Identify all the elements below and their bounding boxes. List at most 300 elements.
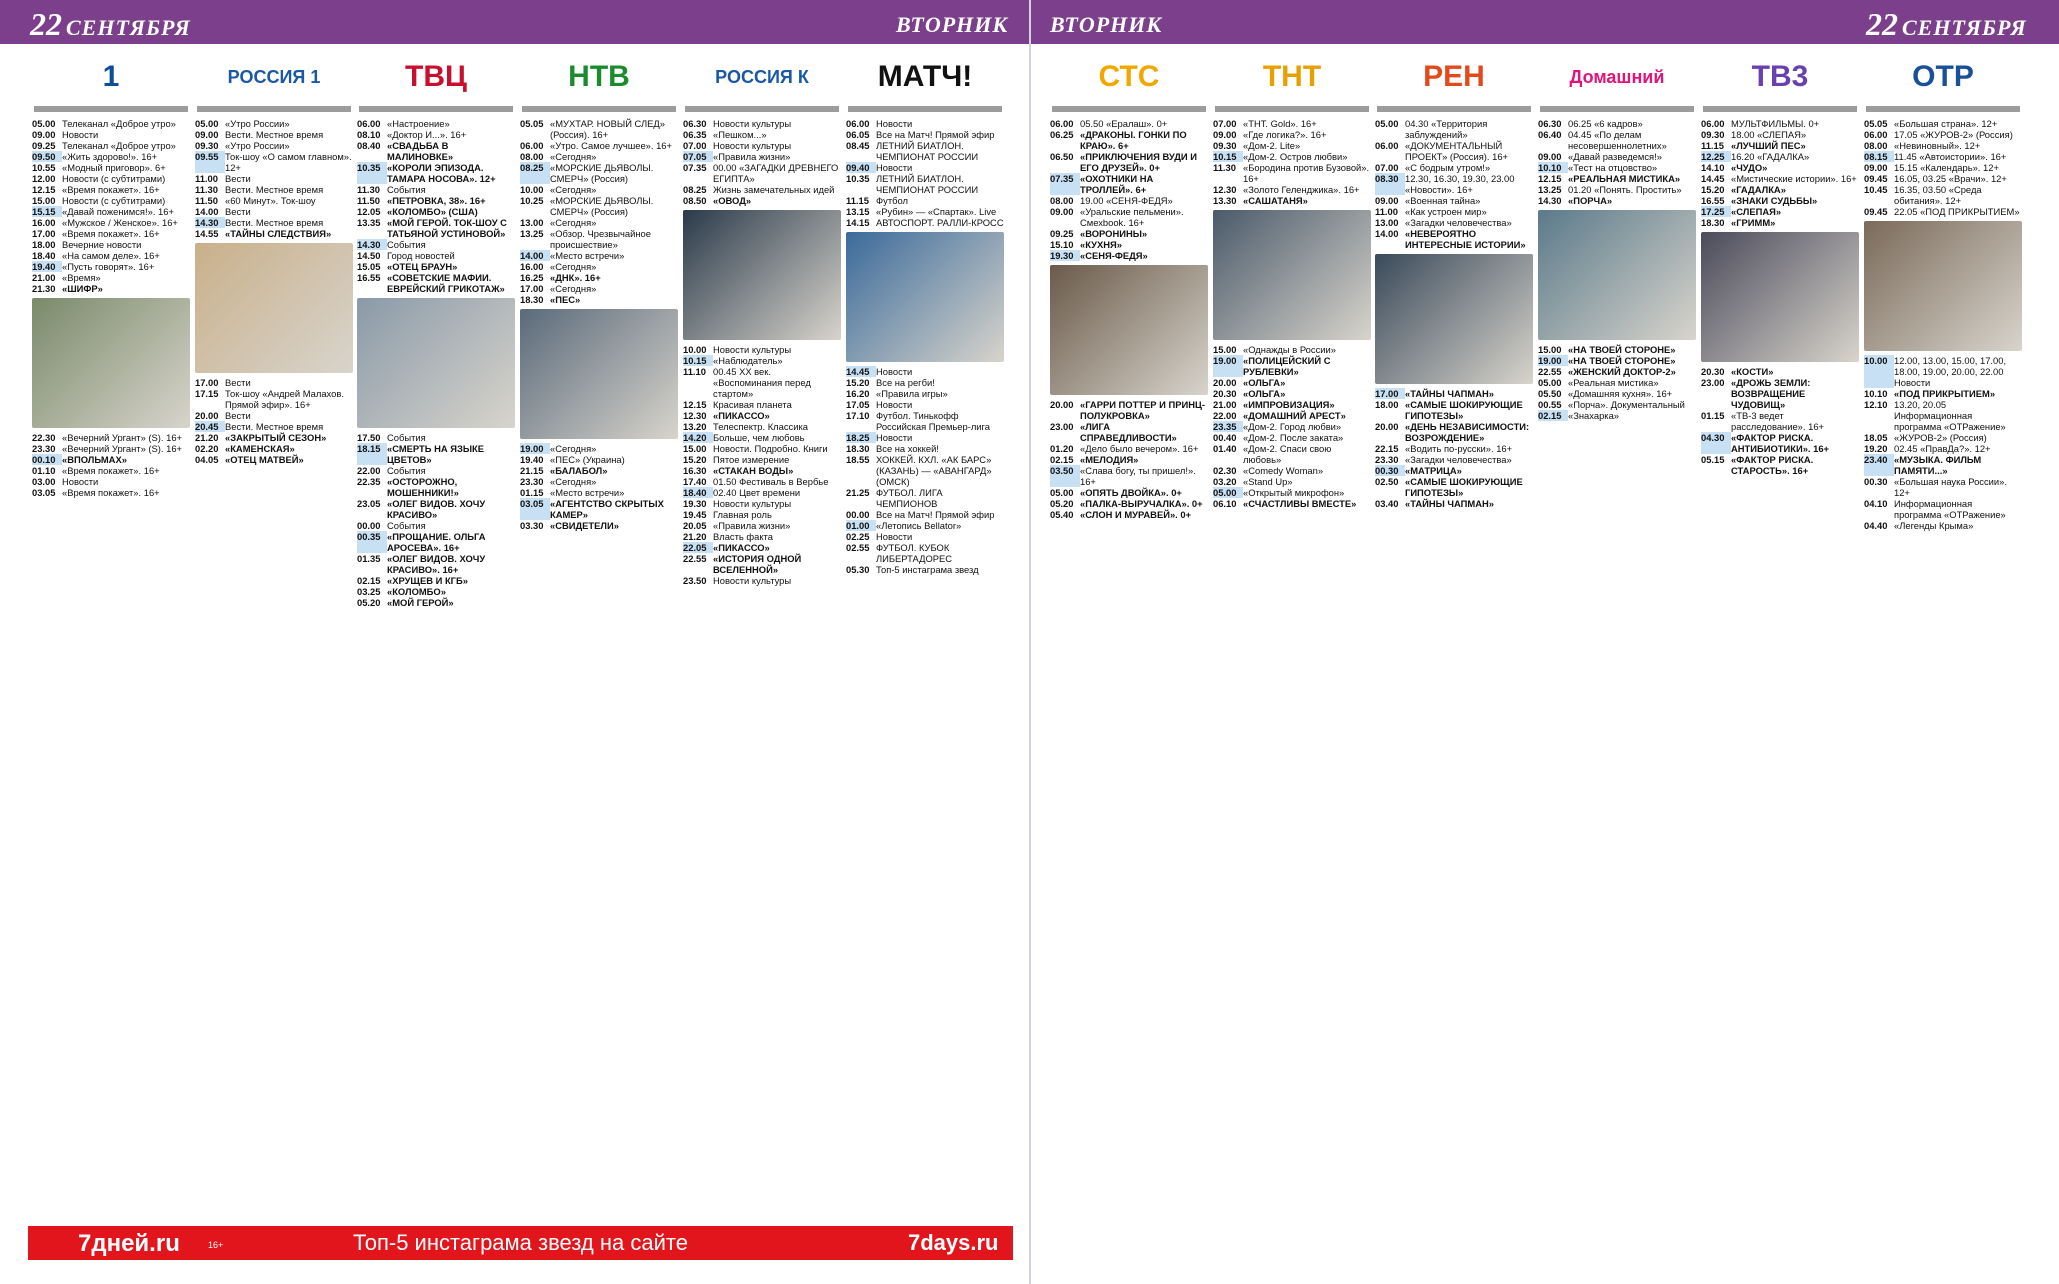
- program-item: [195, 118, 353, 129]
- program-list: [357, 118, 515, 608]
- program-title: «ЧУДО»: [1731, 162, 1768, 173]
- program-title: События: [387, 520, 426, 531]
- program-title: «Время покажет». 16+: [62, 487, 160, 498]
- program-title: «Дом-2. После заката»: [1243, 432, 1344, 443]
- program-item: [1701, 432, 1859, 454]
- program-item: [1050, 399, 1208, 421]
- program-time: 00.40: [1213, 432, 1237, 443]
- program-item: [1701, 206, 1859, 217]
- program-title: «Утро. Самое лучшее». 16+: [550, 140, 672, 151]
- program-item: [1701, 366, 1859, 377]
- program-time: 00.10: [32, 454, 62, 465]
- program-item: [1375, 217, 1533, 228]
- program-title: «ДЕНЬ НЕЗАВИСИМОСТИ: ВОЗРОЖДЕНИЕ»: [1405, 421, 1530, 443]
- program-title: 16.20 «ГАДАЛКА»: [1731, 151, 1810, 162]
- program-item: [846, 173, 1004, 195]
- program-time: 21.15: [520, 465, 544, 476]
- program-time: 05.30: [846, 564, 870, 575]
- program-title: События: [387, 239, 426, 250]
- program-time: 14.30: [195, 217, 225, 228]
- program-item: [357, 162, 515, 184]
- program-title: «СВАДЬБА В МАЛИНОВКЕ»: [387, 140, 454, 162]
- program-item: [32, 195, 190, 206]
- channel-column: [32, 44, 190, 1240]
- program-title: «Утро России»: [225, 118, 290, 129]
- program-item: [683, 432, 841, 443]
- program-item: [1213, 388, 1371, 399]
- program-item: [1538, 162, 1696, 173]
- program-title: «Дом-2. Остров любви»: [1243, 151, 1348, 162]
- site-logo[interactable]: 7дней.ru: [78, 1230, 180, 1257]
- program-item: [846, 509, 1004, 520]
- program-title: «НА ТВОЕЙ СТОРОНЕ»: [1568, 355, 1676, 366]
- program-item: [195, 217, 353, 228]
- program-item: [357, 597, 515, 608]
- program-title: «СТАКАН ВОДЫ»: [713, 465, 794, 476]
- program-time: 09.45: [1864, 206, 1888, 217]
- program-time: 22.55: [1538, 366, 1562, 377]
- program-item: [1213, 162, 1371, 184]
- program-time: 08.25: [683, 184, 707, 195]
- program-title: «ТВ-3 ведет расследование». 16+: [1731, 410, 1825, 432]
- program-item: [357, 531, 515, 553]
- program-item: [1701, 129, 1859, 140]
- program-title: Новости культуры: [713, 344, 792, 355]
- program-title: Все на регби!: [876, 377, 935, 388]
- program-time: 02.15: [1538, 410, 1568, 421]
- program-item: [1701, 151, 1859, 162]
- program-title: «Большая наука России». 12+: [1894, 476, 2007, 498]
- program-time: 09.00: [32, 129, 56, 140]
- program-item: [1375, 454, 1533, 465]
- program-title: Новости (с субтитрами): [62, 195, 166, 206]
- program-item: [1213, 443, 1371, 465]
- program-item: [195, 421, 353, 432]
- program-time: 14.45: [846, 366, 876, 377]
- program-title: «ХРУЩЕВ И КГБ»: [387, 575, 468, 586]
- program-title: «Водить по-русски». 16+: [1405, 443, 1513, 454]
- program-title: События: [387, 465, 426, 476]
- program-time: 06.30: [683, 118, 707, 129]
- program-time: 01.40: [1213, 443, 1237, 454]
- program-item: [1375, 465, 1533, 476]
- program-title: Новости. Подробно. Книги: [713, 443, 828, 454]
- program-title: «Обзор. Чрезвычайное происшествие»: [550, 228, 651, 250]
- program-photo: [683, 210, 841, 340]
- program-time: 09.30: [195, 140, 219, 151]
- program-item: [357, 476, 515, 498]
- program-item: [32, 151, 190, 162]
- program-time: 06.10: [1213, 498, 1237, 509]
- program-time: 03.05: [520, 498, 550, 520]
- program-title: «САШАТАНЯ»: [1243, 195, 1308, 206]
- program-title: «Открытый микрофон»: [1243, 487, 1345, 498]
- program-title: 00.45 ХХ век. «Воспоминания перед стартом»: [713, 366, 811, 399]
- program-item: [1375, 140, 1533, 162]
- program-title: «Утро России»: [225, 140, 290, 151]
- program-title: «Дом-2. Lite»: [1243, 140, 1301, 151]
- program-time: 12.25: [1701, 151, 1731, 162]
- program-item: [1538, 366, 1696, 377]
- channel-logo: [1703, 48, 1857, 112]
- program-time: 22.00: [1213, 410, 1237, 421]
- program-title: «МАТРИЦА»: [1405, 465, 1462, 476]
- program-item: [846, 542, 1004, 564]
- program-item: [1213, 476, 1371, 487]
- program-title: Вести. Местное время: [225, 217, 324, 228]
- program-item: [1864, 498, 2022, 520]
- program-title: «Модный приговор». 6+: [62, 162, 166, 173]
- program-item: [1864, 476, 2022, 498]
- program-time: 04.30: [1701, 432, 1731, 454]
- program-item: [1213, 344, 1371, 355]
- program-item: [1701, 217, 1859, 228]
- program-title: «АГЕНТСТВО СКРЫТЫХ КАМЕР»: [550, 498, 664, 520]
- program-time: 09.25: [32, 140, 56, 151]
- program-item: [357, 520, 515, 531]
- program-time: 03.50: [1050, 465, 1080, 487]
- program-title: «ТАЙНЫ СЛЕДСТВИЯ»: [225, 228, 332, 239]
- program-title: «Реальная мистика»: [1568, 377, 1659, 388]
- program-item: [195, 443, 353, 454]
- channel-column: [1701, 44, 1859, 1240]
- program-title: 12.00, 13.00, 15.00, 17.00, 18.00, 19.00, 20.00, 22.00 Новости: [1894, 355, 2007, 388]
- program-time: 21.30: [32, 283, 56, 294]
- program-item: [357, 129, 515, 140]
- program-item: [1213, 140, 1371, 151]
- program-title: Ток-шоу «Андрей Малахов. Прямой эфир». 16+: [225, 388, 344, 410]
- program-time: 09.40: [846, 162, 876, 173]
- program-time: 19.00: [1213, 355, 1243, 377]
- program-item: [32, 443, 190, 454]
- program-time: 01.35: [357, 553, 381, 564]
- program-time: 09.30: [1701, 129, 1725, 140]
- program-title: 15.15 «Календарь». 12+: [1894, 162, 1999, 173]
- program-title: «МУХТАР. НОВЫЙ СЛЕД» (Россия). 16+: [550, 118, 665, 140]
- program-time: 03.20: [1213, 476, 1237, 487]
- program-item: [683, 575, 841, 586]
- program-item: [195, 173, 353, 184]
- program-title: 05.50 «Ералаш». 0+: [1080, 118, 1168, 129]
- program-photo: [1375, 254, 1533, 384]
- program-item: [1213, 377, 1371, 388]
- program-item: [1701, 410, 1859, 432]
- program-item: [846, 388, 1004, 399]
- program-time: 05.50: [1538, 388, 1562, 399]
- program-time: 21.25: [846, 487, 870, 498]
- program-photo: [32, 298, 190, 428]
- promo-url[interactable]: 7days.ru: [908, 1230, 999, 1255]
- program-title: «ПОЛИЦЕЙСКИЙ С РУБЛЕВКИ»: [1243, 355, 1331, 377]
- promo-text: Топ-5 инстаграма звезд на сайте: [353, 1230, 688, 1255]
- right-date-month: СЕНТЯБРЯ: [1902, 15, 2027, 40]
- program-time: 05.00: [1050, 487, 1074, 498]
- program-time: 15.20: [1701, 184, 1725, 195]
- program-title: «Сегодня»: [550, 261, 597, 272]
- program-item: [520, 283, 678, 294]
- program-title: «Где логика?». 16+: [1243, 129, 1327, 140]
- program-item: [1864, 206, 2022, 217]
- program-title: «ОТЕЦ БРАУН»: [387, 261, 458, 272]
- program-title: «ПРОЩАНИЕ. ОЛЬГА АРОСЕВА». 16+: [387, 531, 486, 553]
- channel-column: [683, 44, 841, 1240]
- program-time: 10.35: [846, 173, 870, 184]
- program-item: [1213, 465, 1371, 476]
- program-title: «Загадки человечества»: [1405, 217, 1512, 228]
- program-title: «ТАЙНЫ ЧАПМАН»: [1405, 388, 1494, 399]
- program-title: Вести. Местное время: [225, 129, 324, 140]
- program-title: 04.30 «Территория заблуждений»: [1405, 118, 1488, 140]
- channel-column: [1864, 44, 2022, 1240]
- program-title: «РЕАЛЬНАЯ МИСТИКА»: [1568, 173, 1681, 184]
- program-title: «Дело было вечером». 16+: [1080, 443, 1199, 454]
- program-title: Футбол. Тинькофф Российская Премьер-лига: [876, 410, 990, 432]
- program-list: [1213, 118, 1371, 509]
- program-time: 08.00: [1050, 195, 1074, 206]
- program-time: 01.15: [520, 487, 544, 498]
- program-item: [32, 261, 190, 272]
- program-title: Телеканал «Доброе утро»: [62, 140, 176, 151]
- program-title: Жизнь замечательных идей: [713, 184, 835, 195]
- program-item: [1864, 388, 2022, 399]
- program-title: «ИМПРОВИЗАЦИЯ»: [1243, 399, 1335, 410]
- program-title: «ОЛЕГ ВИДОВ. ХОЧУ КРАСИВО». 16+: [387, 553, 486, 575]
- channel-logo-text: 1: [102, 60, 120, 93]
- program-title: «ПЕС»: [550, 294, 581, 305]
- program-time: 14.10: [1701, 162, 1725, 173]
- program-title: 00.00 «ЗАГАДКИ ДРЕВНЕГО ЕГИПТА»: [713, 162, 839, 184]
- program-title: Телеспектр. Классика: [713, 421, 808, 432]
- program-title: «Вечерний Ургант» (S). 16+: [62, 443, 183, 454]
- program-item: [1701, 184, 1859, 195]
- program-item: [195, 432, 353, 443]
- program-title: Новости: [876, 162, 913, 173]
- program-time: 05.00: [195, 118, 219, 129]
- promo-banner[interactable]: [28, 1226, 1013, 1260]
- program-item: [195, 151, 353, 173]
- program-time: 02.25: [846, 531, 870, 542]
- program-title: «Тест на отцовство»: [1568, 162, 1658, 173]
- program-item: [32, 272, 190, 283]
- program-title: «ПОД ПРИКРЫТИЕМ»: [1894, 388, 1996, 399]
- program-item: [1050, 421, 1208, 443]
- program-time: 05.00: [32, 118, 56, 129]
- program-title: Новости культуры: [713, 140, 792, 151]
- program-time: 09.00: [1538, 151, 1562, 162]
- program-item: [1213, 355, 1371, 377]
- program-item: [195, 195, 353, 206]
- program-title: «БАЛАБОЛ»: [550, 465, 608, 476]
- program-item: [357, 140, 515, 162]
- channel-logo-text: ТВЦ: [405, 60, 467, 93]
- program-item: [520, 140, 678, 151]
- program-time: 15.00: [683, 443, 707, 454]
- program-title: 11.45 «Автоистории». 16+: [1894, 151, 2007, 162]
- program-time: 06.00: [357, 118, 381, 129]
- program-title: «Дом-2. Спаси свою любовь»: [1243, 443, 1332, 465]
- program-time: 23.50: [683, 575, 707, 586]
- program-item: [520, 250, 678, 261]
- program-item: [357, 465, 515, 476]
- program-item: [1050, 498, 1208, 509]
- program-time: 18.30: [520, 294, 544, 305]
- program-time: 07.00: [1213, 118, 1237, 129]
- program-time: 00.55: [1538, 399, 1562, 410]
- program-item: [1050, 173, 1208, 195]
- program-item: [32, 173, 190, 184]
- program-item: [683, 531, 841, 542]
- program-time: 02.55: [846, 542, 870, 553]
- program-title: Вечерние новости: [62, 239, 142, 250]
- program-time: 09.30: [1213, 140, 1237, 151]
- program-time: 14.20: [683, 432, 713, 443]
- program-list: [1050, 118, 1208, 520]
- program-title: «Сегодня»: [550, 443, 597, 454]
- program-title: «СЛОН И МУРАВЕЙ». 0+: [1080, 509, 1192, 520]
- program-time: 15.05: [357, 261, 381, 272]
- program-title: «ВОРОНИНЫ»: [1080, 228, 1148, 239]
- program-time: 06.05: [846, 129, 870, 140]
- program-time: 06.00: [520, 140, 544, 151]
- program-title: «МОРСКИЕ ДЬЯВОЛЫ. СМЕРЧ» (Россия): [550, 195, 654, 217]
- program-item: [1864, 454, 2022, 476]
- program-title: Вести: [225, 206, 251, 217]
- program-item: [357, 553, 515, 575]
- channel-logo: [1377, 48, 1531, 112]
- program-item: [683, 118, 841, 129]
- program-time: 02.50: [1375, 476, 1399, 487]
- program-item: [683, 129, 841, 140]
- program-time: 15.15: [32, 206, 62, 217]
- program-time: 19.40: [32, 261, 62, 272]
- program-time: 17.00: [32, 228, 56, 239]
- program-title: «Пешком...»: [713, 129, 767, 140]
- program-time: 13.30: [1213, 195, 1237, 206]
- program-item: [195, 184, 353, 195]
- program-title: Город новостей: [387, 250, 455, 261]
- program-time: 17.00: [195, 377, 219, 388]
- program-title: 16.05, 03.25 «Врачи». 12+: [1894, 173, 2007, 184]
- program-item: [520, 294, 678, 305]
- program-time: 19.40: [520, 454, 544, 465]
- program-item: [1375, 228, 1533, 250]
- program-time: 12.15: [32, 184, 56, 195]
- program-time: 11.30: [195, 184, 218, 195]
- program-item: [683, 195, 841, 206]
- program-time: 22.35: [357, 476, 381, 487]
- program-time: 17.50: [357, 432, 381, 443]
- program-time: 03.25: [357, 586, 381, 597]
- program-time: 08.50: [683, 195, 707, 206]
- program-title: «НА ТВОЕЙ СТОРОНЕ»: [1568, 344, 1676, 355]
- program-time: 10.45: [1864, 184, 1888, 195]
- program-list: [1538, 118, 1696, 421]
- program-item: [1213, 195, 1371, 206]
- program-time: 05.05: [1864, 118, 1888, 129]
- program-title: «Время покажет». 16+: [62, 465, 160, 476]
- program-item: [357, 586, 515, 597]
- program-title: «ПАЛКА-ВЫРУЧАЛКА». 0+: [1080, 498, 1203, 509]
- program-item: [846, 410, 1004, 432]
- program-item: [1538, 355, 1696, 366]
- program-title: «ГАДАЛКА»: [1731, 184, 1786, 195]
- program-time: 20.00: [195, 410, 219, 421]
- program-title: «ПИКАССО»: [713, 542, 770, 553]
- program-time: 10.10: [1538, 162, 1568, 173]
- channel-logo-text: РОССИЯ К: [715, 66, 809, 87]
- program-time: 23.30: [520, 476, 544, 487]
- program-time: 06.40: [1538, 129, 1562, 140]
- program-time: 10.15: [1213, 151, 1243, 162]
- program-time: 08.00: [1864, 140, 1888, 151]
- program-time: 16.20: [846, 388, 870, 399]
- program-title: «ПЕТРОВКА, 38». 16+: [387, 195, 486, 206]
- program-title: «Военная тайна»: [1405, 195, 1481, 206]
- program-item: [195, 377, 353, 388]
- program-item: [1213, 421, 1371, 432]
- program-time: 20.30: [1213, 388, 1237, 399]
- program-time: 06.00: [1375, 140, 1399, 151]
- program-title: «ЗНАКИ СУДЬБЫ»: [1731, 195, 1818, 206]
- program-time: 16.25: [520, 272, 544, 283]
- program-item: [1864, 184, 2022, 206]
- program-photo: [1050, 265, 1208, 395]
- program-time: 15.20: [846, 377, 870, 388]
- program-item: [683, 399, 841, 410]
- program-item: [520, 443, 678, 454]
- program-item: [683, 366, 841, 399]
- program-time: 17.40: [683, 476, 707, 487]
- program-title: «МОЙ ГЕРОЙ»: [387, 597, 454, 608]
- program-title: «Comedy Woman»: [1243, 465, 1324, 476]
- program-item: [32, 476, 190, 487]
- program-title: «Доктор И...». 16+: [387, 129, 467, 140]
- program-time: 13.25: [520, 228, 544, 239]
- program-item: [1213, 184, 1371, 195]
- program-photo: [1538, 210, 1696, 340]
- channel-logo-text: МАТЧ!: [877, 60, 973, 93]
- program-title: Все на Матч! Прямой эфир: [876, 129, 995, 140]
- channel-logo: [848, 48, 1002, 112]
- program-item: [683, 162, 841, 184]
- program-time: 14.00: [520, 250, 550, 261]
- program-title: Новости (с субтитрами): [62, 173, 166, 184]
- program-title: Все на хоккей!: [876, 443, 939, 454]
- program-time: 19.45: [683, 509, 707, 520]
- program-title: 19.00 «СЕНЯ-ФЕДЯ»: [1080, 195, 1173, 206]
- program-title: «Легенды Крыма»: [1894, 520, 1974, 531]
- program-photo: [1864, 221, 2022, 351]
- program-time: 20.05: [683, 520, 707, 531]
- program-item: [1050, 118, 1208, 129]
- program-time: 17.00: [520, 283, 544, 294]
- program-item: [1213, 399, 1371, 410]
- program-title: Главная роль: [713, 509, 772, 520]
- program-time: 10.00: [683, 344, 707, 355]
- program-time: 01.20: [1050, 443, 1074, 454]
- right-date: [1866, 6, 2027, 43]
- channel-logo-text: РЕН: [1423, 60, 1485, 93]
- program-item: [1375, 399, 1533, 421]
- program-title: «КОЛОМБО» (США): [387, 206, 478, 217]
- program-time: 11.10: [683, 366, 706, 377]
- program-item: [1375, 118, 1533, 140]
- program-item: [846, 520, 1004, 531]
- program-item: [32, 283, 190, 294]
- left-date: [30, 6, 191, 43]
- program-title: «ГАРРИ ПОТТЕР И ПРИНЦ-ПОЛУКРОВКА»: [1080, 399, 1205, 421]
- program-title: «САМЫЕ ШОКИРУЮЩИЕ ГИПОТЕЗЫ»: [1405, 399, 1523, 421]
